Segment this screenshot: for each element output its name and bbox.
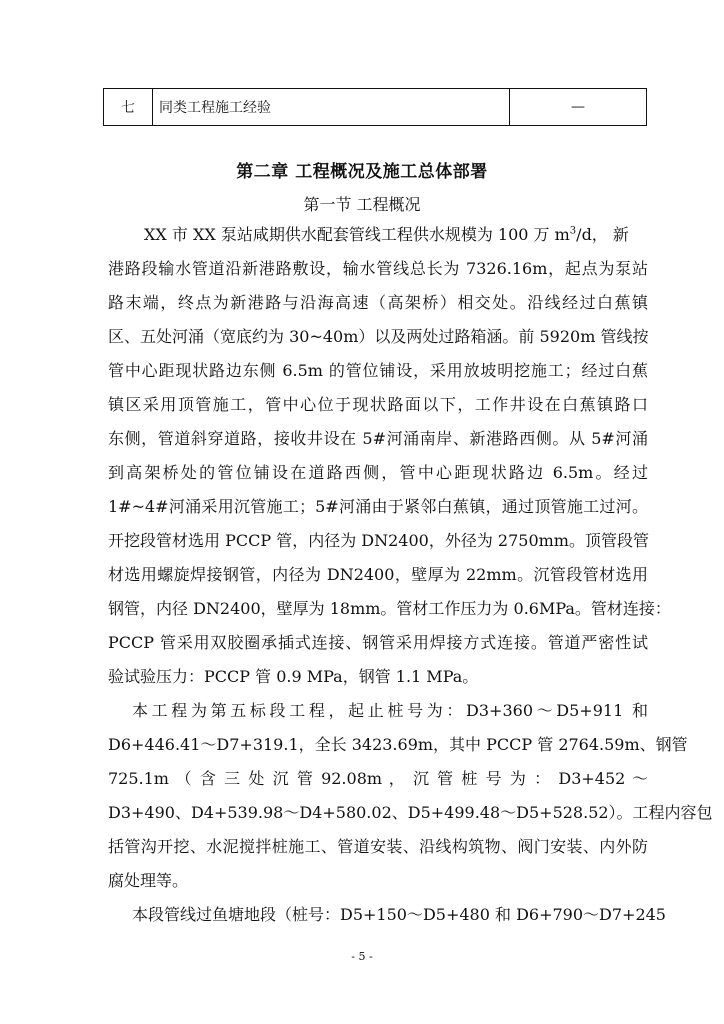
text-line [108, 320, 648, 354]
line-text: 钢管，内径 DN2400，壁厚为 18mm。管材工作压力为 0.6MPa。管材连接： [108, 599, 671, 618]
text-line [108, 252, 648, 286]
text-line [108, 898, 666, 932]
text-line [108, 388, 648, 422]
paragraph [108, 694, 713, 898]
summary-table [103, 88, 647, 126]
page-number: - 5 - [351, 950, 373, 963]
line-text: 本工程为第五标段工程，起止桩号为：D3+360～D5+911 和 [132, 701, 648, 720]
line-text: 区、五处河涌（宽底约为 30~40m）以及两处过路箱涵。前 5920m 管线按 [108, 327, 649, 346]
line-text: 本段管线过鱼塘地段（桩号：D5+150～D5+480 和 D6+790～D7+245 [132, 905, 666, 924]
text-line [108, 524, 648, 558]
text-line [108, 422, 648, 456]
text-line [108, 728, 688, 762]
line-text: 路末端，终点为新港路与沿海高速（高架桥）相交处。沿线经过白蕉镇 [108, 293, 648, 312]
line-text: 括管沟开挖、水泥搅拌桩施工、管道安装、沿线构筑物、阀门安装、内外防 [108, 837, 648, 856]
row-name-cell: 同类工程施工经验 [153, 89, 510, 126]
text-line [108, 796, 713, 830]
line-text: D3+490、D4+539.98～D4+580.02、D5+499.48～D5+528.52）。工程内容包 [108, 803, 713, 822]
line-text: 管中心距现状路边东侧 6.5m 的管位铺设，采用放坡明挖施工；经过白蕉 [108, 361, 648, 380]
text-line [108, 660, 648, 694]
text-line [108, 354, 648, 388]
text-line [108, 694, 648, 728]
text-line [108, 864, 648, 898]
line-text: 镇区采用顶管施工，管中心位于现状路面以下，工作井设在白蕉镇路口 [108, 395, 648, 414]
line-text: 验试验压力：PCCP 管 0.9 MPa，钢管 1.1 MPa。 [108, 667, 479, 686]
section-title: 第一节 工程概况 [303, 195, 421, 214]
line-text-tail: /d， 新 [576, 225, 629, 244]
chapter-title: 第二章 工程概况及施工总体部署 [236, 162, 488, 182]
text-line [108, 626, 648, 660]
row-number-cell: 七 [104, 89, 153, 126]
text-line [108, 218, 648, 252]
line-text: XX 市 XX 泵站咸期供水配套管线工程供水规模为 100 万 m [144, 225, 570, 244]
paragraph [108, 898, 666, 932]
line-text: 腐处理等。 [108, 871, 189, 890]
body-text [108, 218, 713, 932]
line-text: 东侧，管道斜穿道路，接收井设在 5#河涌南岸、新港路西侧。从 5#河涌 [108, 429, 648, 448]
paragraph [108, 218, 671, 694]
line-text: D6+446.41～D7+319.1，全长 3423.69m，其中 PCCP 管 2764.59m、钢管 [108, 735, 688, 754]
line-text: 1#~4#河涌采用沉管施工；5#河涌由于紧邻白蕉镇，通过顶管施工过河。 [108, 497, 648, 516]
text-line [108, 456, 648, 490]
table-row [104, 89, 647, 126]
line-text: PCCP 管采用双胶圈承插式连接、钢管采用焊接方式连接。管道严密性试 [108, 633, 648, 652]
text-line [108, 830, 648, 864]
line-text: 港路段输水管道沿新港路敷设，输水管线总长为 7326.16m，起点为泵站 [108, 259, 648, 278]
text-line [108, 558, 648, 592]
line-text: 材选用螺旋焊接钢管，内径为 DN2400，壁厚为 22mm。沉管段管材选用 [108, 565, 648, 584]
text-line [108, 592, 671, 626]
text-line [108, 490, 648, 524]
text-line [108, 286, 648, 320]
line-text: 到高架桥处的管位铺设在道路西侧，管中心距现状路边 6.5m。经过 [108, 463, 648, 482]
text-line [108, 762, 648, 796]
row-value-cell: — [510, 89, 647, 126]
line-text: 开挖段管材选用 PCCP 管，内径为 DN2400，外径为 2750mm。顶管段管 [108, 531, 649, 550]
line-text: 725.1m （ 含 三 处 沉 管 92.08m ， 沉 管 桩 号 为 ： D3+452 ～ [108, 769, 648, 788]
superscript: 3 [569, 225, 577, 237]
